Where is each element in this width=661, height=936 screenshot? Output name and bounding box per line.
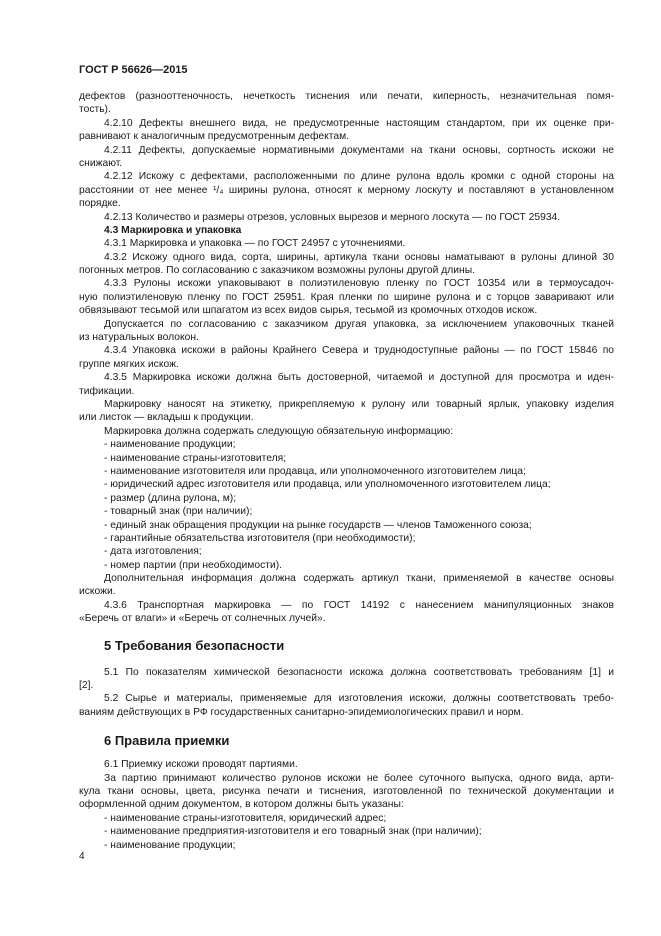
paragraph: [79, 398, 614, 425]
text-line: 4.2.11 Дефекты, допускаемые нормативными документами на ткани основы, сортность искожи не: [104, 144, 614, 156]
text-line: снижают.: [79, 157, 123, 169]
text-line: 4.3.5 Маркировка искожи должна быть достоверной, читаемой и доступной для просмотра и иден-: [104, 372, 614, 384]
paragraph: [79, 170, 614, 210]
text-line: равнивают к аналогичным предусмотренным дефектам.: [79, 131, 350, 143]
paragraph: [79, 318, 614, 345]
text-line: ваниям действующих в РФ государственных санитарно-эпидемиологических правил и норм.: [79, 706, 524, 718]
section-heading: 5 Требования безопасности: [104, 637, 285, 653]
text-line: расстоянии от нее менее ¹/₄ ширины рулона, относят к мерному лоскуту и поставляют в установленном: [79, 184, 614, 196]
text-line: 6.1 Приемку искожи проводят партиями.: [104, 759, 298, 771]
list-item: - наименование продукции;: [104, 839, 236, 851]
paragraph: [79, 758, 614, 771]
document-body: [79, 90, 614, 852]
text-line: дефектов (разнооттеночность, нечеткость тиснения или печати, киперность, незначительная помя-: [79, 91, 614, 102]
list-item: - наименование изготовителя или продавца, или уполномоченного изготовителем лица;: [104, 465, 526, 477]
paragraph: [79, 344, 614, 371]
text-line: или листок — вкладыш к продукции.: [79, 412, 254, 424]
list-item: - юридический адрес изготовителя или продавца, или уполномоченного изготовителем лица;: [104, 479, 551, 491]
text-line: Маркировку наносят на этикетку, прикрепляемую к рулону или товарный ярлык, упаковку изделия: [104, 398, 614, 410]
paragraph: [79, 425, 614, 438]
page-number: 4: [79, 851, 85, 862]
subsection-heading: 4.3 Маркировка и упаковка: [104, 224, 242, 236]
text-line: из натуральных волокон.: [79, 332, 199, 344]
text-line: 5.1 По показателям химической безопасности искожа должна соответствовать требованиям [1] и: [104, 666, 614, 678]
paragraph: [79, 772, 614, 812]
text-line: 4.2.10 Дефекты внешнего вида, не предусмотренные настоящим стандартом, при их оценке при-: [104, 117, 614, 129]
list-item: - номер партии (при необходимости).: [104, 559, 283, 571]
paragraph: [79, 692, 614, 719]
text-line: 4.3.1 Маркировка и упаковка — по ГОСТ 24957 с уточнениями.: [104, 238, 406, 250]
list-item: - товарный знак (при наличии);: [104, 506, 253, 518]
list-item: - наименование продукции;: [104, 439, 236, 451]
text-line: погонных метров. По согласованию с заказчиком возможны рулоны другой длины.: [79, 265, 475, 277]
section-heading: 6 Правила приемки: [104, 733, 230, 749]
list-item: - наименование страны-изготовителя;: [104, 452, 287, 464]
paragraph: [79, 237, 614, 250]
text-line: 4.3.2 Искожу одного вида, сорта, ширины, артикула ткани основы наматывают в рулоны длиной 30: [104, 251, 614, 263]
text-line: группе мягких искож.: [79, 358, 179, 370]
text-line: Дополнительная информация должна содержать артикул ткани, применяемой в качестве основы: [104, 573, 614, 585]
list-item: - наименование предприятия-изготовителя и его товарный знак (при наличии);: [104, 826, 482, 838]
list-item: - единый знак обращения продукции на рынке государств — членов Таможенного союза;: [104, 519, 532, 531]
text-line: 4.3.6 Транспортная маркировка — по ГОСТ 14192 с нанесением манипуляционных знаков: [104, 599, 614, 611]
text-line: порядке.: [79, 198, 121, 210]
text-line: [2].: [79, 680, 94, 692]
list-item: - дата изготовления;: [104, 546, 202, 558]
text-line: искожи.: [79, 586, 116, 598]
paragraph: [79, 90, 614, 117]
text-line: 5.2 Сырье и материалы, применяемые для изготовления искожи, должны соответствовать требо-: [104, 693, 614, 705]
text-line: «Беречь от влаги» и «Беречь от солнечных лучей».: [79, 613, 326, 625]
paragraph: [79, 277, 614, 317]
text-line: 4.2.12 Искожу с дефектами, расположенными по длине рулона вдоль кромки с одной стороны на: [104, 171, 614, 183]
text-line: Допускается по согласованию с заказчиком другая упаковка, за исключением упаковочных тканей: [104, 318, 614, 330]
list-item: - гарантийные обязательства изготовителя (при необходимости);: [104, 532, 416, 544]
paragraph: [79, 572, 614, 599]
text-line: 4.3.3 Рулоны искожи упаковывают в полиэтиленовую пленку по ГОСТ 10354 или в термоусадоч-: [104, 278, 614, 290]
list-item: - наименование страны-изготовителя, юридический адрес;: [104, 812, 387, 824]
text-line: оформленной одним документом, в котором должны быть указаны:: [79, 799, 404, 811]
paragraph: [79, 666, 614, 693]
paragraph: [79, 599, 614, 626]
text-line: тость).: [79, 104, 111, 116]
paragraph: [79, 144, 614, 171]
text-line: 4.3.4 Упаковка искожи в районы Крайнего Севера и труднодоступные районы — по ГОСТ 15846 по: [104, 345, 614, 357]
text-line: Маркировка должна содержать следующую обязательную информацию:: [104, 425, 454, 437]
document-header: ГОСТ Р 56626—2015: [79, 64, 188, 76]
text-line: 4.2.13 Количество и размеры отрезов, условных вырезов и мерного лоскута — по ГОСТ 25934.: [104, 211, 561, 223]
list-item: - размер (длина рулона, м);: [104, 492, 237, 504]
text-line: ную полиэтиленовую пленку по ГОСТ 25951. Края пленки по ширине рулона и с торцов заваривают или: [79, 291, 614, 303]
paragraph: [79, 117, 614, 144]
text-line: кула ткани основы, цвета, рисунка печати и тиснения, изготовленной по технической документации и: [79, 785, 614, 797]
text-line: обвязывают тесьмой или шпагатом из всех видов сырья, тесьмой из кромочных отходов искож.: [79, 305, 538, 317]
paragraph: [79, 371, 614, 398]
paragraph: [79, 251, 614, 278]
text-line: тификации.: [79, 385, 135, 397]
paragraph: [79, 211, 614, 224]
text-line: За партию принимают количество рулонов искожи не более суточного выпуска, одного вида, арти-: [104, 772, 614, 784]
